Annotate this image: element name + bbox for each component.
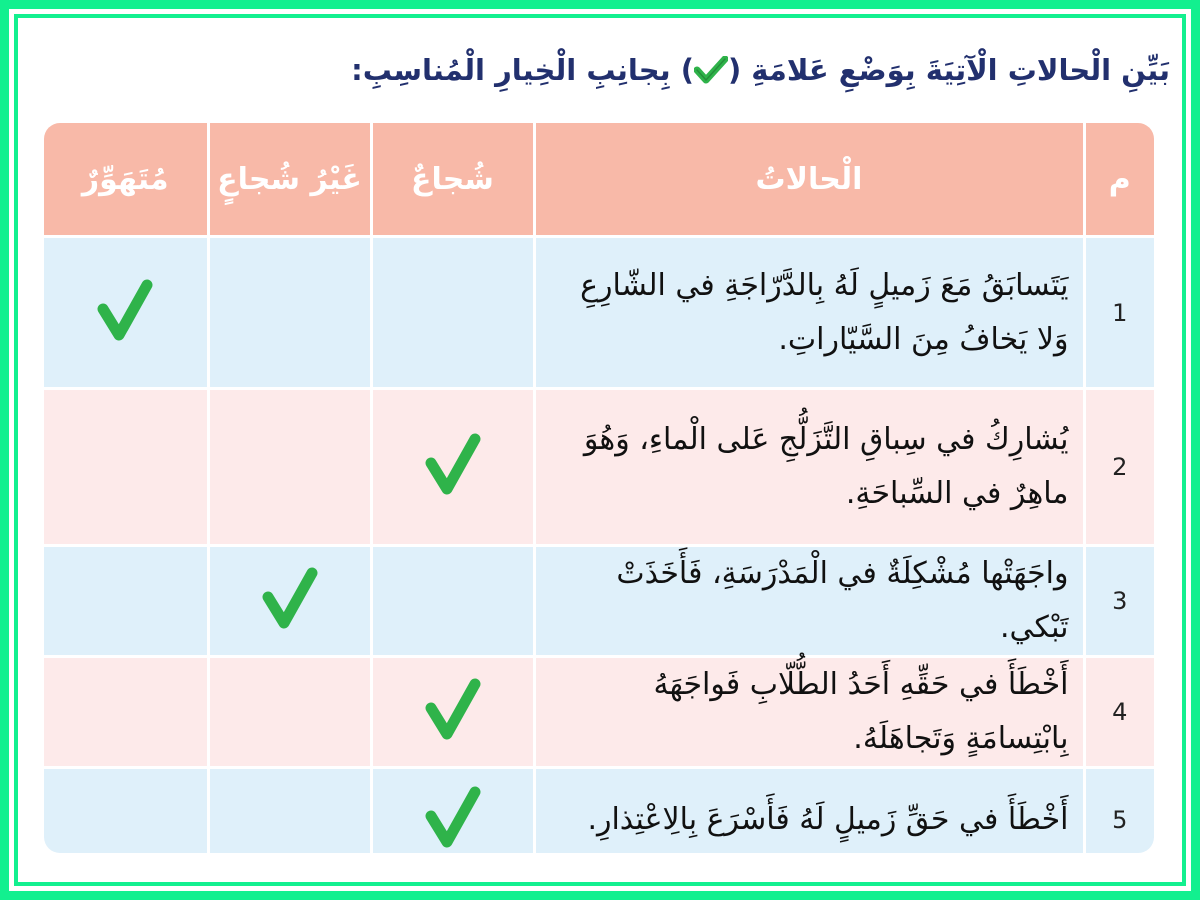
header-cases: الْحالاتُ — [534, 123, 1084, 237]
instruction-text-end: ) بِجانِبِ الْخِيارِ الْمُناسِبِ: — [351, 53, 694, 87]
row-text: يُشارِكُ في سِباقِ التَّزَلُّجِ عَلى الْماءِ، وَهُوَ ماهِرٌ في السِّباحَةِ. — [534, 389, 1084, 546]
table-row — [44, 546, 1154, 657]
cell-brave[interactable] — [371, 237, 534, 389]
row-number: 4 — [1084, 657, 1154, 768]
cases-table — [44, 123, 1154, 853]
row-number: 3 — [1084, 546, 1154, 657]
cell-not-brave[interactable] — [208, 237, 371, 389]
cell-brave[interactable] — [371, 657, 534, 768]
table-row — [44, 389, 1154, 546]
header-brave: شُجاعٌ — [371, 123, 534, 237]
cell-reckless[interactable] — [44, 657, 208, 768]
header-not-brave: غَيْرُ شُجاعٍ — [208, 123, 371, 237]
cell-reckless[interactable] — [44, 389, 208, 546]
check-icon — [694, 52, 728, 80]
check-icon — [425, 786, 481, 850]
row-text: واجَهَتْها مُشْكِلَةٌ في الْمَدْرَسَةِ، فَأَخَذَتْ تَبْكي. — [534, 546, 1084, 657]
instruction — [50, 48, 1170, 92]
check-icon — [262, 567, 318, 631]
cell-reckless[interactable] — [44, 768, 208, 854]
row-number: 5 — [1084, 768, 1154, 854]
header-num: م — [1084, 123, 1154, 237]
table-row — [44, 657, 1154, 768]
cases-table-container — [44, 123, 1154, 853]
cell-not-brave[interactable] — [208, 768, 371, 854]
cell-reckless[interactable] — [44, 546, 208, 657]
cell-not-brave[interactable] — [208, 389, 371, 546]
table-header-row — [44, 123, 1154, 237]
cell-not-brave[interactable] — [208, 657, 371, 768]
instruction-text-start: بَيِّنِ الْحالاتِ الْآتِيَةَ بِوَضْعِ عَلامَةِ ( — [727, 53, 1170, 87]
cell-brave[interactable] — [371, 768, 534, 854]
check-icon — [425, 433, 481, 497]
row-text: يَتَسابَقُ مَعَ زَميلٍ لَهُ بِالدَّرّاجَةِ في الشّارِعِ وَلا يَخافُ مِنَ السَّيّاراتِ. — [534, 237, 1084, 389]
check-icon — [97, 279, 153, 343]
row-text: أَخْطَأَ في حَقِّهِ أَحَدُ الطُّلّابِ فَواجَهَهُ بِابْتِسامَةٍ وَتَجاهَلَهُ. — [534, 657, 1084, 768]
table-row — [44, 768, 1154, 854]
cell-not-brave[interactable] — [208, 546, 371, 657]
cell-brave[interactable] — [371, 546, 534, 657]
cell-reckless[interactable] — [44, 237, 208, 389]
row-number: 1 — [1084, 237, 1154, 389]
cell-brave[interactable] — [371, 389, 534, 546]
check-icon — [425, 678, 481, 742]
row-text: أَخْطَأَ في حَقِّ زَميلٍ لَهُ فَأَسْرَعَ بِالِاعْتِذارِ. — [534, 768, 1084, 854]
table-row — [44, 237, 1154, 389]
row-number: 2 — [1084, 389, 1154, 546]
header-reckless: مُتَهَوِّرٌ — [44, 123, 208, 237]
